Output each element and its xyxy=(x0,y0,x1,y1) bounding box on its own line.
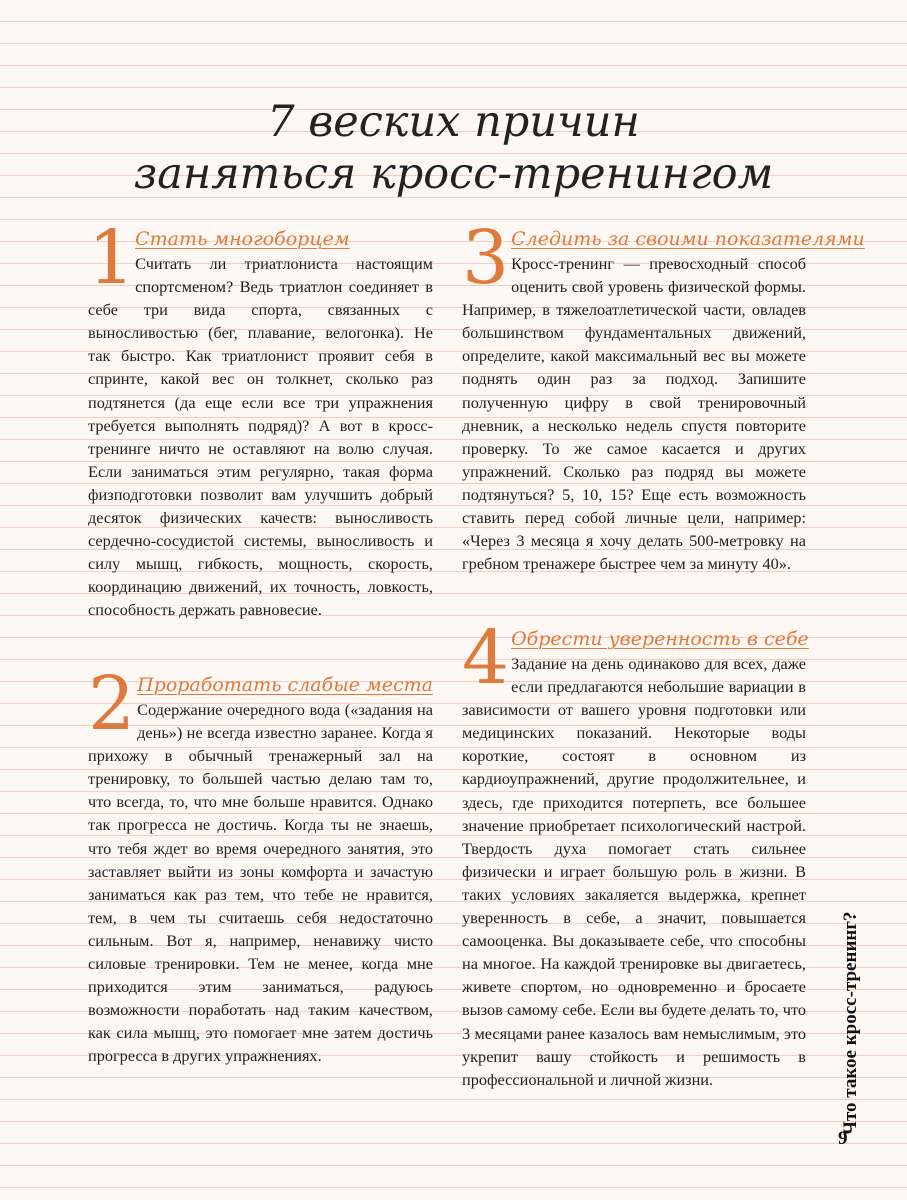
section-text: Содержание очередного вода («задания на день») не всегда известно заранее. Когда я прихожу в обычный тренажерный зал на тренировку, то большей частью делаю там то, что всегда, то, что мне больше нравится. Однако так прогресса не достичь. Когда ты не знаешь, что тебя ждет во время очередного занятия, это заставляет выйти из зоны комфорта и зачастую заниматься как раз тем, что тебе не нравится, тем, в чем ты считаешь себя недостаточно сильным. Вот я, например, ненавижу чисто силовые тренировки. Тем не менее, когда мне приходится этим заниматься, радуюсь возможности поработать над таким качеством, как сила мышц, это помогает мне затем достичь прогресса в других упражнениях. xyxy=(88,700,433,1066)
page-title xyxy=(0,96,907,200)
page-title-line-1: 7 веских причин xyxy=(267,97,640,147)
section-heading: Следить за своими показателями xyxy=(511,228,865,250)
section-text: Задание на день одинаково для всех, даже если предлагаются небольшие вариации в зависимости от вашего уровня подготовки или медицинских показаний. Некоторые воды короткие, состоят в основном из кардиоупражнений, другие продолжительнее, и здесь, где приходится потерпеть, все большее значение приобретает психологический настрой. Твердость духа помогает стать сильнее физически и играет большую роль в жизни. В таких условиях закаляется выдержка, крепнет уверенность в себе, а значит, повышается самооценка. Вы доказываете себе, что способны на многое. На каждой тренировке вы двигаетесь, живете спортом, но одновременно и бросаете вызов самому себе. Если вы будете делать то, что 3 месяцами ранее казалось вам немыслимым, это укрепит вашу стойкость и решимость в профессиональной и личной жизни. xyxy=(462,654,806,1089)
section-heading: Обрести уверенность в себе xyxy=(511,628,809,650)
section-4 xyxy=(462,615,809,1091)
running-head: Что такое кросс-тренинг? xyxy=(840,911,861,1135)
section-3 xyxy=(462,215,865,575)
section-text: Считать ли триатлониста настоящим спортсменом? Ведь триатлон соединяет в себе три вида спорта, связанных с выносливостью (бег, плавание, велогонка). Не так быстро. Как триатлонист проявит себя в спринте, какой вес он толкнет, сколько раз подтянется (да еще если все три упражнения требуется выполнять подряд)? А вот в кросс-тренинге ничто не оставляют на волю случая. Если заниматься этим регулярно, такая форма физподготовки позволит вам улучшить добрый десяток физических качеств: выносливость сердечно-сосудистой системы, выносливость и силу мышц, гибкость, мощность, скорость, координацию движений, их точность, ловкость, способность держать равновесие. xyxy=(88,254,433,620)
section-1 xyxy=(88,215,433,622)
section-number: 4 xyxy=(462,615,506,701)
section-number: 2 xyxy=(88,661,132,747)
page-number: 9 xyxy=(838,1128,848,1149)
section-2 xyxy=(88,661,433,1068)
section-heading: Проработать слабые места xyxy=(137,674,433,696)
section-number: 1 xyxy=(88,215,132,301)
section-number: 3 xyxy=(462,215,506,301)
section-text: Кросс-тренинг — превосходный способ оценить свой уровень физической формы. Например, в тяжелоатлетической части, овладев большинством фундаментальных движений, определите, какой максимальный вес вы можете поднять один раз за подход. Запишите полученную цифру в свой тренировочный дневник, а несколько недель спустя повторите проверку. То же самое касается и других упражнений. Сколько раз подряд вы можете подтянуться? 5, 10, 15? Еще есть возможность ставить перед собой личные цели, например: «Через 3 месяца я хочу делать 500-метровку на гребном тренажере быстрее чем за минуту 40». xyxy=(462,254,806,574)
page-title-line-2: заняться кросс-тренингом xyxy=(133,149,774,199)
section-heading: Стать многоборцем xyxy=(135,228,350,250)
